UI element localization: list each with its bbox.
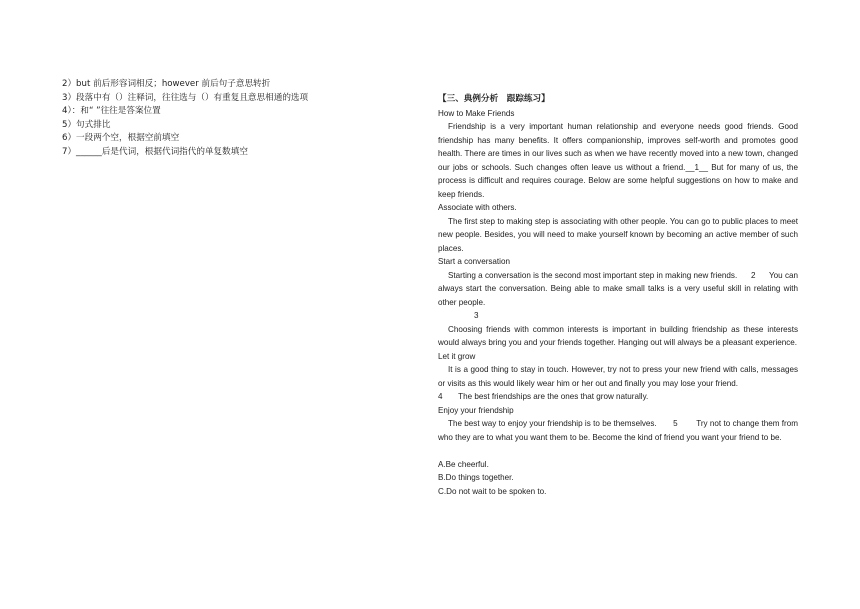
note-item: 3）段落中有（）注释词，往往选与（）有重复且意思相通的选项: [62, 92, 309, 103]
option-c: C.Do not wait to be spoken to.: [438, 486, 547, 496]
note-item: 6）一段两个空，根据空前填空: [62, 133, 180, 144]
article-title: How to Make Friends: [438, 108, 515, 118]
blank-3: 3: [474, 311, 479, 320]
paragraph-interests: Choosing friends with common interests is important in building friendship as these interests would always bring you and your friends together. Hanging out will always be a pleasant experience.: [438, 324, 798, 347]
paragraph-associate: The first step to making step is associating with other people. You can go to public places to meet new people. Besides, you will need to make yourself known by becoming an active member of such places.: [438, 216, 798, 253]
paragraph-conversation: [438, 269, 798, 310]
option-b: B.Do things together.: [438, 473, 514, 482]
section-title: 【三、典例分析 跟踪练习】: [438, 94, 550, 104]
heading-conversation: Start a conversation: [438, 257, 510, 266]
paragraph-grow-b: [438, 390, 798, 404]
p5-text-a: The best way to enjoy your friendship is to be themselves.: [448, 419, 657, 428]
note-item: 7）______后是代词，根据代词指代的单复数填空: [62, 146, 248, 157]
p2-text-a: Starting a conversation is the second most important step in making new friends.: [448, 270, 738, 280]
paragraph-intro: [438, 120, 798, 201]
note-item: 4）：和“ ”往往是答案位置: [62, 106, 161, 117]
note-item: 5）句式排比: [62, 119, 111, 130]
p2-text-b: You can always start the conversation. Being able to make small talks is a very useful skill in relating with other people.: [438, 270, 798, 307]
blank-1: __1__: [685, 162, 708, 172]
heading-grow: Let it grow: [438, 351, 476, 361]
note-item: 2）but 前后形容词相反；however 前后句子意思转折: [62, 79, 271, 89]
p5-text-b: Try not to change them from who they are to what you want them to be. Become the kind of friend you want your friend to be.: [438, 419, 798, 442]
option-a: A.Be cheerful.: [438, 459, 489, 469]
paragraph-grow: It is a good thing to stay in touch. However, try not to press your new friend with calls, messages or visits as this would likely wear him or her out and finally you may lose your friend.: [438, 365, 798, 388]
p4-text-b: The best friendships are the ones that grow naturally.: [458, 392, 649, 401]
blank-2: 2: [750, 270, 756, 280]
intro-text: Friendship is a very important human relationship and everyone needs good friends. Good friendship has many benefits. It offers companionship, improves self-worth and promotes good health. There are times in our lives such as when we have recently moved into a new town, changed our jobs or schools. Such changes often leave us without a friend.: [438, 122, 798, 172]
notes-list: [62, 78, 402, 160]
intro-rest-text: But for many of us, the process is difficult and requires courage. Below are some helpful suggestions on how to make and keep friends.: [438, 162, 798, 199]
blank-5: 5: [673, 419, 678, 428]
heading-enjoy: Enjoy your friendship: [438, 405, 514, 415]
paragraph-enjoy: [438, 417, 798, 444]
heading-associate: Associate with others.: [438, 203, 517, 212]
exercise-section: [438, 93, 798, 498]
blank-4: 4: [438, 392, 443, 401]
